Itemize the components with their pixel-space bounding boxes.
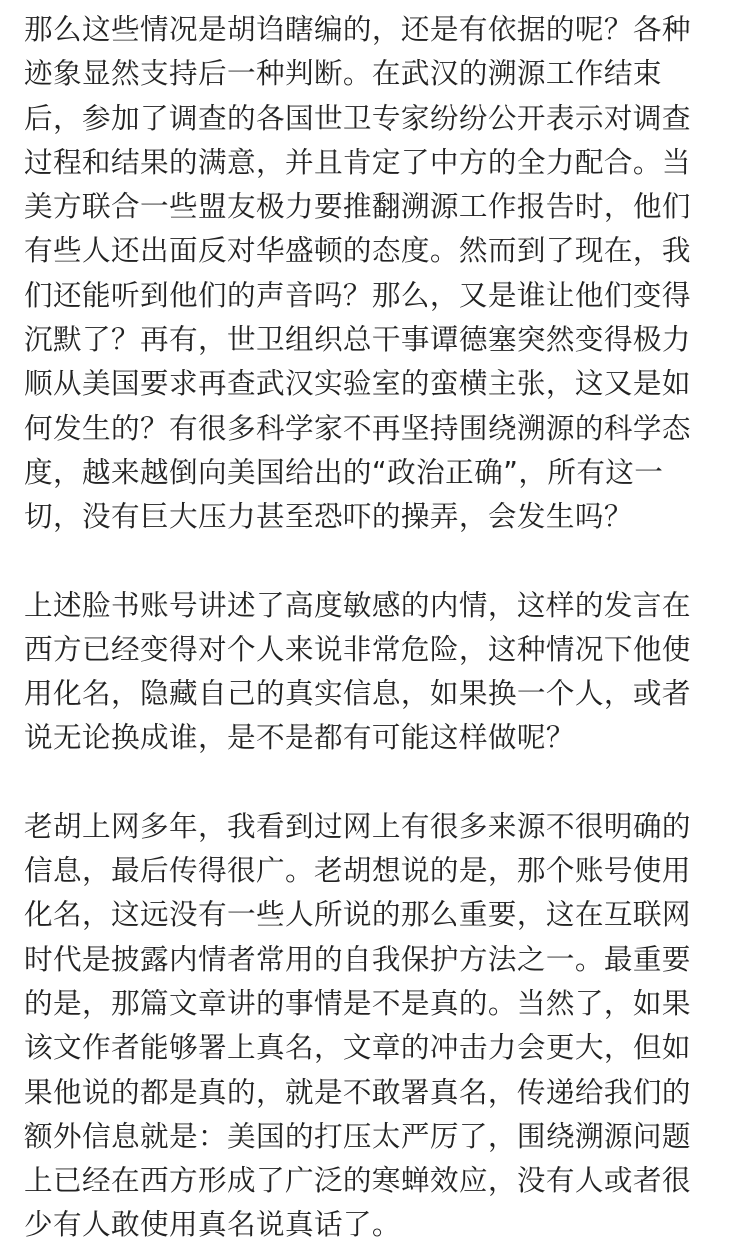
text-line: 时代是披露内情者常用的自我保护方法之一。最重要 — [24, 941, 691, 976]
text-line: 少有人敢使用真名说真话了。 — [24, 1207, 401, 1242]
paragraph-spacer — [24, 539, 716, 583]
text-line: 过程和结果的满意，并且肯定了中方的全力配合。当 — [24, 144, 691, 179]
paragraph-spacer — [24, 760, 716, 804]
text-line: 上已经在西方形成了广泛的寒蝉效应，没有人或者很 — [24, 1163, 691, 1198]
text-line: 迹象显然支持后一种判断。在武汉的溯源工作结束 — [24, 56, 662, 91]
text-line: 有些人还出面反对华盛顿的态度。然而到了现在，我 — [24, 233, 691, 268]
paragraph-2 — [24, 583, 716, 760]
text-line: 老胡上网多年，我看到过网上有很多来源不很明确的 — [24, 808, 691, 843]
text-line: 说无论换成谁，是不是都有可能这样做呢？ — [24, 720, 575, 755]
text-line: 信息，最后传得很广。老胡想说的是，那个账号使用 — [24, 853, 691, 888]
text-line: 那么这些情况是胡诌瞎编的，还是有依据的呢？各种 — [24, 12, 691, 46]
text-line: 沉默了？再有，世卫组织总干事谭德塞突然变得极力 — [24, 322, 691, 357]
text-line: 的是，那篇文章讲的事情是不是真的。当然了，如果 — [24, 985, 691, 1020]
text-line: 何发生的？有很多科学家不再坚持围绕溯源的科学态 — [24, 410, 691, 445]
text-line: 后，参加了调查的各国世卫专家纷纷公开表示对调查 — [24, 100, 691, 135]
text-line: 们还能听到他们的声音吗？那么，又是谁让他们变得 — [24, 277, 691, 312]
text-line: 额外信息就是：美国的打压太严厉了，围绕溯源问题 — [24, 1118, 691, 1153]
text-line: 化名，这远没有一些人所说的那么重要，这在互联网 — [24, 897, 691, 932]
text-line: 上述脸书账号讲述了高度敏感的内情，这样的发言在 — [24, 587, 691, 622]
paragraph-3 — [24, 804, 716, 1247]
text-line: 切，没有巨大压力甚至恐吓的操弄，会发生吗？ — [24, 499, 633, 534]
text-line: 用化名，隐藏自己的真实信息，如果换一个人，或者 — [24, 676, 691, 711]
text-line: 该文作者能够署上真名，文章的冲击力会更大，但如 — [24, 1030, 691, 1065]
text-line: 果他说的都是真的，就是不敢署真名，传递给我们的 — [24, 1074, 691, 1109]
text-line: 度，越来越倒向美国给出的“政治正确”，所有这一 — [24, 454, 664, 489]
text-line: 顺从美国要求再查武汉实验室的蛮横主张，这又是如 — [24, 366, 691, 401]
paragraph-1 — [24, 7, 716, 539]
text-line: 美方联合一些盟友极力要推翻溯源工作报告时，他们 — [24, 189, 691, 224]
text-line: 西方已经变得对个人来说非常危险，这种情况下他使 — [24, 631, 691, 666]
